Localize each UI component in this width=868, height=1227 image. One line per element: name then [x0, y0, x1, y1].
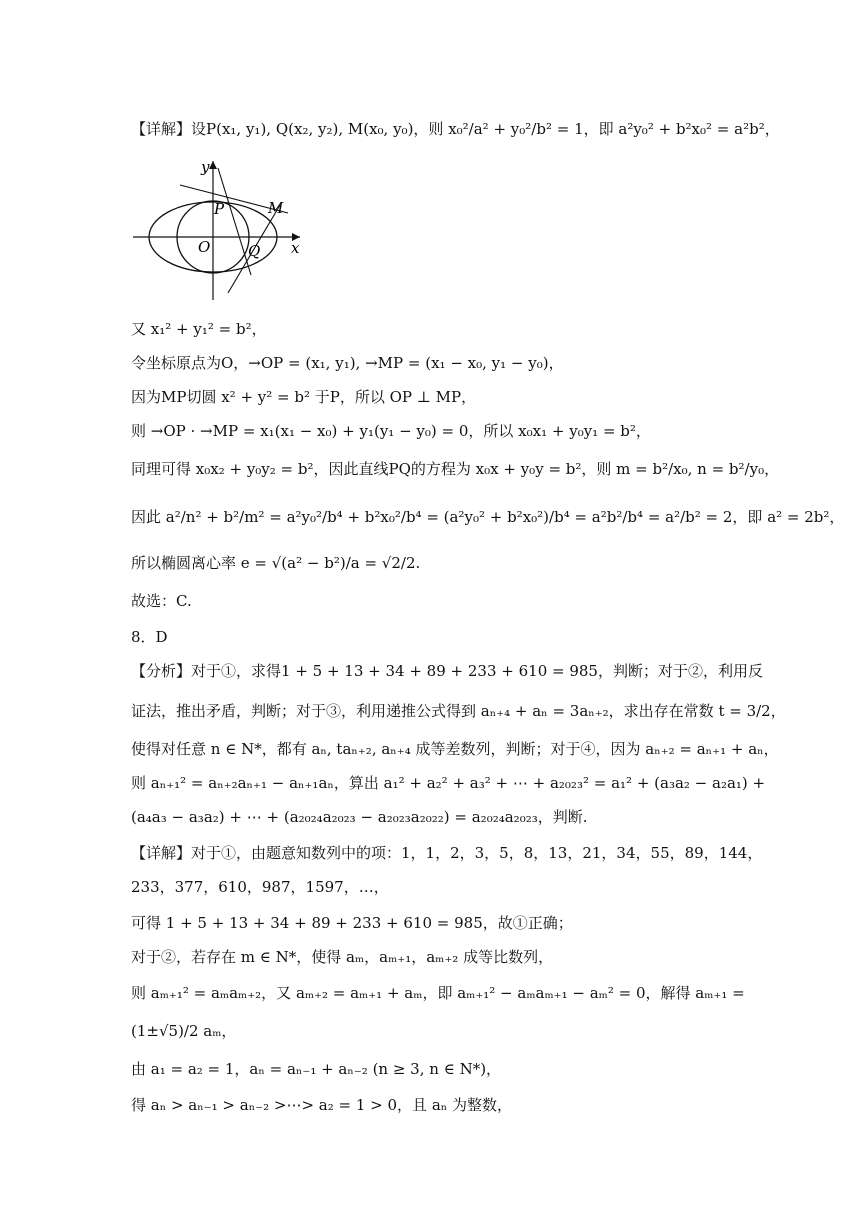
- text-line: 则 →OP · →MP = x₁(x₁ − x₀) + y₁(y₁ − y₀) = 0，所以 x₀x₁ + y₀y₁ = b²，: [131, 422, 651, 440]
- label-m: M: [268, 199, 284, 217]
- label-o: O: [198, 238, 211, 256]
- text-line: 同理可得 x₀x₂ + y₀y₂ = b²，因此直线PQ的方程为 x₀x + y₀y = b²，则 m = b²/x₀, n = b²/y₀，: [131, 460, 780, 478]
- text-line: 则 aₙ₊₁² = aₙ₊₂aₙ₊₁ − aₙ₊₁aₙ，算出 a₁² + a₂² + a₃² + ⋯ + a₂₀₂₃² = a₁² + (a₃a₂ − a₂a₁) +: [131, 774, 766, 792]
- text-line: 由 a₁ = a₂ = 1，aₙ = aₙ₋₁ + aₙ₋₂ (n ≥ 3, n ∈ N*)，: [131, 1060, 502, 1078]
- label-x: x: [291, 239, 300, 257]
- text-line: 可得 1 + 5 + 13 + 34 + 89 + 233 + 610 = 985，故①正确；: [131, 914, 573, 932]
- label-y: y: [201, 158, 210, 176]
- text-line: 使得对任意 n ∈ N*，都有 aₙ, taₙ₊₂, aₙ₊₄ 成等差数列，判断；对于④，因为 aₙ₊₂ = aₙ₊₁ + aₙ，: [131, 740, 779, 758]
- text-line: 【详解】对于①，由题意知数列中的项：1，1，2，3，5，8，13，21，34，55，89，144，: [131, 844, 763, 862]
- label-p: P: [214, 200, 225, 218]
- text-line: (1±√5)/2 aₘ，: [131, 1022, 237, 1040]
- text-line: 233，377，610，987，1597，…，: [131, 878, 389, 896]
- text-line: (a₄a₃ − a₃a₂) + ⋯ + (a₂₀₂₄a₂₀₂₃ − a₂₀₂₃a₂₀₂₂) = a₂₀₂₄a₂₀₂₃，判断.: [131, 808, 588, 826]
- text-line: 则 aₘ₊₁² = aₘaₘ₊₂，又 aₘ₊₂ = aₘ₊₁ + aₘ，即 aₘ₊₁² − aₘaₘ₊₁ − aₘ² = 0，解得 aₘ₊₁ =: [131, 984, 745, 1002]
- text-line: 令坐标原点为O，→OP = (x₁, y₁), →MP = (x₁ − x₀, y₁ − y₀)，: [131, 354, 564, 372]
- text-line: 得 aₙ > aₙ₋₁ > aₙ₋₂ >⋯> a₂ = 1 > 0，且 aₙ 为整数，: [131, 1096, 513, 1114]
- question-number: 8．D: [131, 628, 168, 646]
- text-line: 因为MP切圆 x² + y² = b² 于P，所以 OP ⊥ MP，: [131, 388, 477, 406]
- text-line: 因此 a²/n² + b²/m² = a²y₀²/b⁴ + b²x₀²/b⁴ = (a²y₀² + b²x₀²)/b⁴ = a²b²/b⁴ = a²/b² = 2，即 a² = 2b²，: [131, 508, 845, 526]
- text-line: 【详解】设P(x₁, y₁), Q(x₂, y₂), M(x₀, y₀)，则 x₀²/a² + y₀²/b² = 1，即 a²y₀² + b²x₀² = a²b²，: [131, 120, 780, 138]
- text-line: 又 x₁² + y₁² = b²，: [131, 320, 267, 338]
- text-line: 证法，推出矛盾，判断；对于③，利用递推公式得到 aₙ₊₄ + aₙ = 3aₙ₊₂，求出存在常数 t = 3/2，: [131, 702, 786, 720]
- text-line: 对于②，若存在 m ∈ N*，使得 aₘ，aₘ₊₁，aₘ₊₂ 成等比数列，: [131, 948, 554, 966]
- text-line: 故选：C.: [131, 592, 192, 610]
- label-q: Q: [248, 242, 261, 260]
- ellipse-circle-figure: [128, 155, 313, 305]
- text-line: 所以椭圆离心率 e = √(a² − b²)/a = √2/2.: [131, 554, 421, 572]
- text-line: 【分析】对于①，求得1 + 5 + 13 + 34 + 89 + 233 + 610 = 985，判断；对于②，利用反: [131, 662, 763, 680]
